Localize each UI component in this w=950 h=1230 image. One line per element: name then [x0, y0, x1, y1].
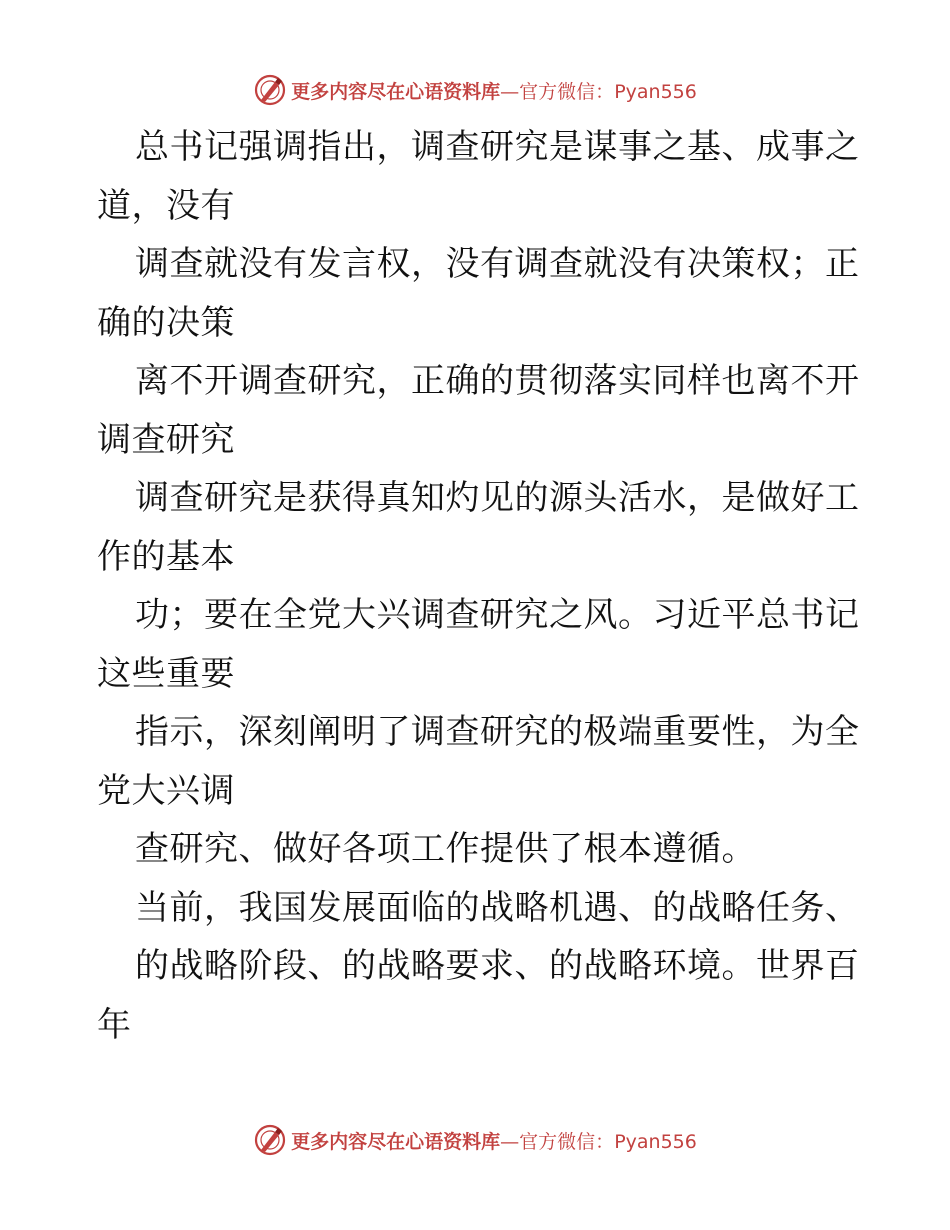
footer-separator: —: [500, 1130, 520, 1153]
pen-logo-icon: [253, 1123, 287, 1157]
text-line: 当前，我国发展面临的战略机遇、的战略任务、: [135, 887, 860, 928]
document-body: [97, 118, 860, 1054]
header-separator: —: [500, 80, 520, 103]
footer-brand-text: 更多内容尽在心语资料库: [291, 1130, 501, 1153]
text-line: 指示，深刻阐明了调查研究的极端重要性，为全: [135, 712, 860, 752]
footer-text: [291, 1127, 697, 1154]
footer-banner: [0, 1120, 950, 1160]
text-line: 确的决策: [97, 302, 235, 343]
text-line: 调查研究: [97, 419, 235, 460]
text-line: 调查就没有发言权，没有调查就没有决策权；正: [135, 244, 860, 284]
header-text: [291, 77, 697, 104]
text-line: 调查研究是获得真知灼见的源头活水，是做好工: [135, 478, 860, 518]
text-line: 年: [97, 1004, 132, 1045]
text-line: 这些重要: [97, 653, 235, 694]
text-line: 查研究、做好各项工作提供了根本遵循。: [135, 829, 756, 869]
pen-logo-icon: [253, 73, 287, 107]
text-line: 作的基本: [97, 536, 235, 577]
text-line: 的战略阶段、的战略要求、的战略环境。世界百: [135, 946, 860, 986]
footer-wechat-id: Pyan556: [614, 1130, 697, 1153]
text-line: 功；要在全党大兴调查研究之风。习近平总书记: [135, 595, 860, 635]
footer-wechat-label: 官方微信：: [519, 1130, 615, 1153]
header-wechat-id: Pyan556: [614, 80, 697, 103]
header-wechat-label: 官方微信：: [519, 80, 615, 103]
header-banner: [0, 70, 950, 110]
text-line: 道，没有: [97, 185, 235, 226]
text-line: 党大兴调: [97, 770, 235, 811]
text-line: 总书记强调指出，调查研究是谋事之基、成事之: [135, 127, 860, 167]
text-line: 离不开调查研究，正确的贯彻落实同样也离不开: [135, 361, 860, 401]
header-brand-text: 更多内容尽在心语资料库: [291, 80, 501, 103]
